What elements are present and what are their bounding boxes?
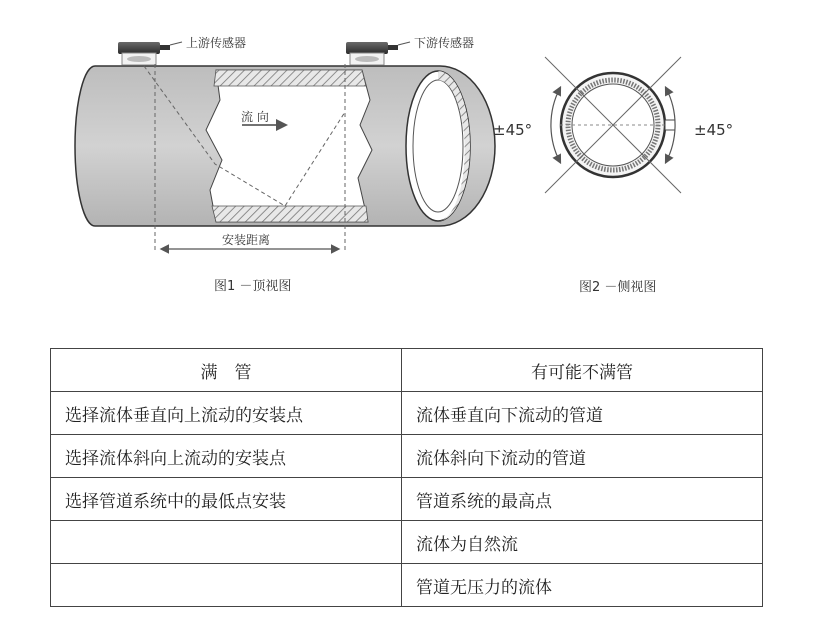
- table-cell: 选择流体斜向上流动的安装点: [51, 435, 402, 478]
- table-header-row: [51, 349, 763, 392]
- figure2-caption: 图2 －侧视图: [579, 280, 657, 295]
- upstream-leader-line: [170, 42, 182, 45]
- table-row: [51, 435, 763, 478]
- downstream-sensor-label: 下游传感器: [414, 36, 475, 50]
- table-row: [51, 564, 763, 607]
- table-cell: 选择管道系统中的最低点安装: [51, 478, 402, 521]
- left-angle-label: ±45°: [493, 121, 533, 139]
- upstream-sensor-icon: [118, 42, 170, 65]
- flow-direction-label: 流 向: [241, 110, 269, 124]
- header-full-pipe: 满 管: [51, 349, 402, 392]
- table-row: [51, 392, 763, 435]
- table-cell: 管道系统的最高点: [402, 478, 763, 521]
- table-cell: 流体为自然流: [402, 521, 763, 564]
- figure2-pipe-section: [545, 57, 681, 193]
- left-angle-arc: [551, 88, 560, 162]
- table-row: [51, 478, 763, 521]
- table-cell: [51, 564, 402, 607]
- downstream-leader-line: [398, 42, 410, 45]
- figure1-pipe: [75, 66, 495, 226]
- table-row: [51, 521, 763, 564]
- table-cell: 选择流体垂直向上流动的安装点: [51, 392, 402, 435]
- table-cell: 流体垂直向下流动的管道: [402, 392, 763, 435]
- downstream-sensor-icon: [346, 42, 398, 65]
- right-angle-label: ±45°: [694, 121, 734, 139]
- upstream-sensor-label: 上游传感器: [186, 36, 247, 50]
- table-cell: [51, 521, 402, 564]
- figure1-caption: 图1 －顶视图: [214, 279, 292, 294]
- pipe-condition-table: [50, 348, 763, 607]
- header-possibly-not-full: 有可能不满管: [402, 349, 763, 392]
- install-distance-label: 安装距离: [222, 233, 271, 247]
- table-cell: 流体斜向下流动的管道: [402, 435, 763, 478]
- table-cell: 管道无压力的流体: [402, 564, 763, 607]
